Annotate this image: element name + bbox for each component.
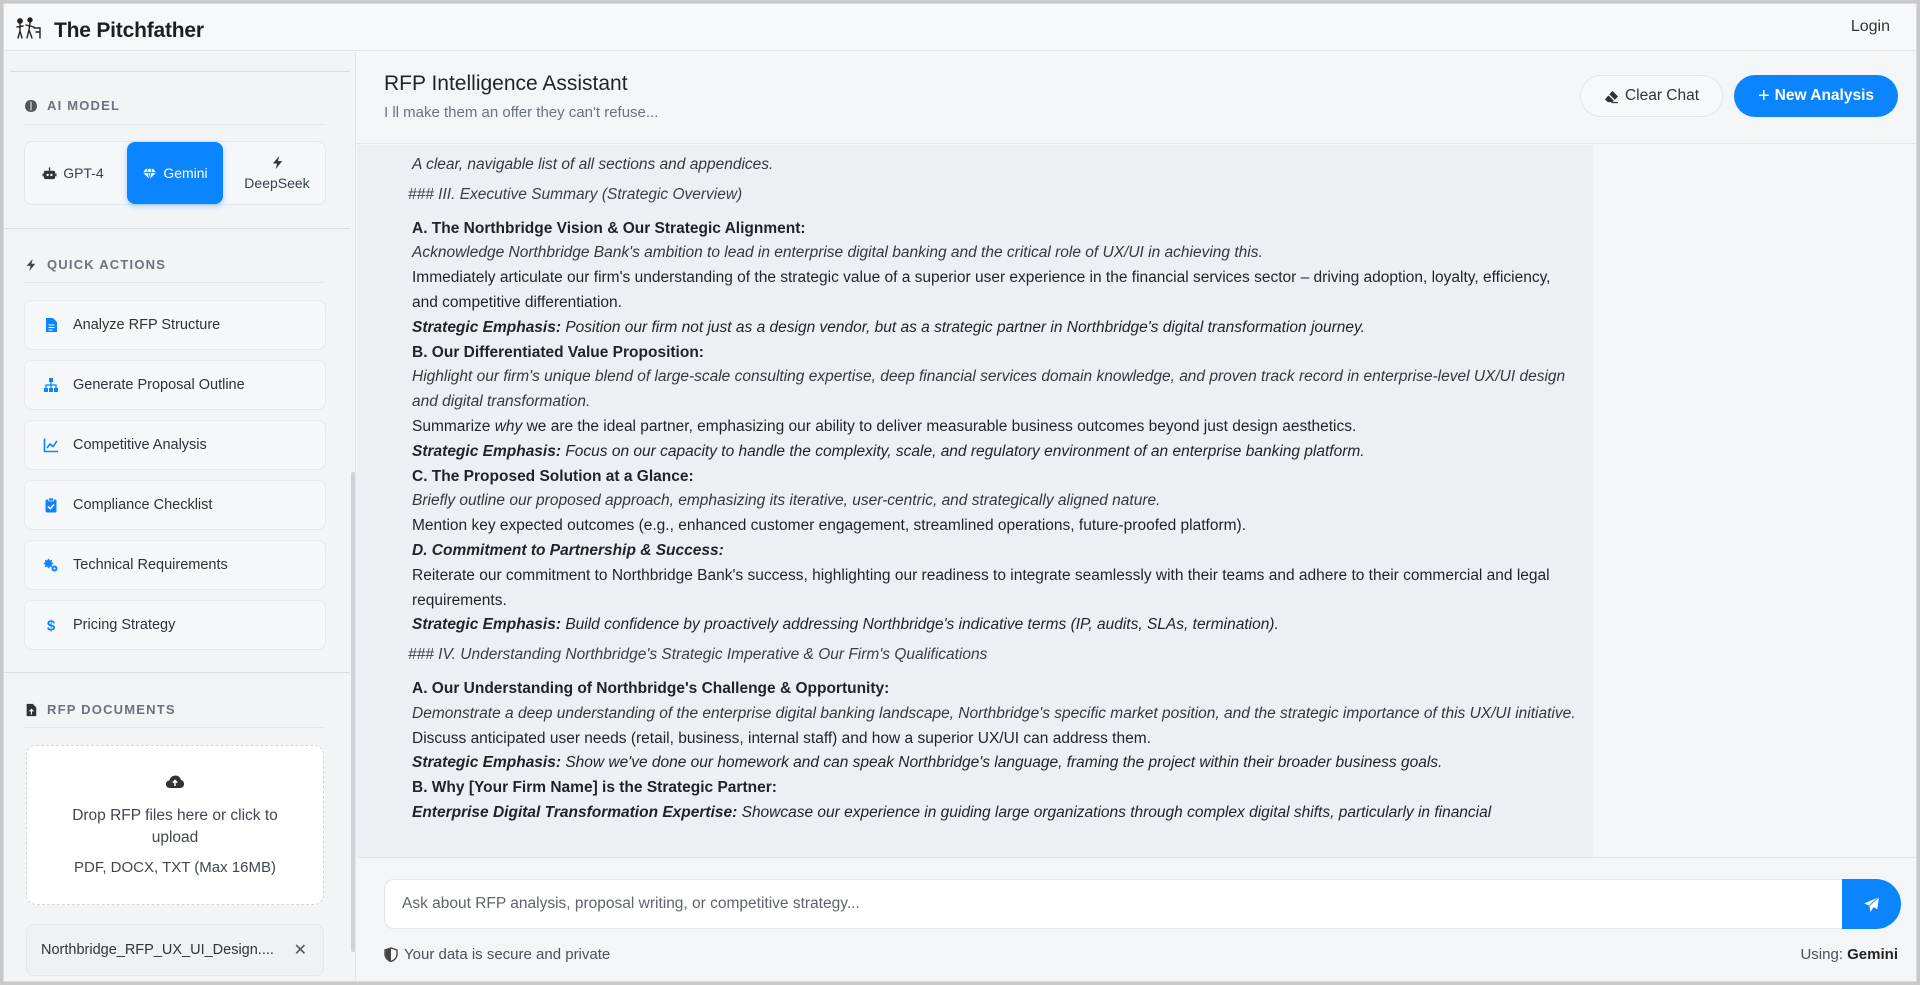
dropzone-file-types: PDF, DOCX, TXT (Max 16MB) xyxy=(74,859,276,876)
message-line: Discuss anticipated user needs (retail, business, internal staff) and how a superior UX/UI can address them. xyxy=(412,729,1151,747)
new-analysis-button[interactable]: + New Analysis xyxy=(1734,75,1898,117)
message-subheading: A. The Northbridge Vision & Our Strategic Alignment: xyxy=(412,219,806,237)
rfp-documents-heading: RFP DOCUMENTS xyxy=(24,702,176,717)
main-panel xyxy=(357,52,1917,982)
cloud-upload-icon xyxy=(165,772,185,792)
musicians-logo-icon xyxy=(14,16,42,45)
quick-action-proposal-outline[interactable]: Generate Proposal Outline xyxy=(24,360,326,410)
quick-action-pricing-strategy[interactable]: $ Pricing Strategy xyxy=(24,600,326,650)
section-line xyxy=(24,727,324,728)
sidebar-divider xyxy=(10,71,350,72)
message-subheading: C. The Proposed Solution at a Glance: xyxy=(412,467,694,485)
sidebar-divider xyxy=(4,672,350,673)
uploaded-file xyxy=(26,924,324,976)
message-line: Mention key expected outcomes (e.g., enhanced customer engagement, streamlined operations, future-proofed platform). xyxy=(412,517,1247,535)
composer xyxy=(357,857,1917,982)
line-chart-icon xyxy=(43,437,59,453)
bolt-icon xyxy=(270,155,285,170)
dropzone-text: Drop RFP files here or click to upload xyxy=(72,807,278,846)
clear-chat-button[interactable]: Clear Chat xyxy=(1580,75,1723,117)
chat-area[interactable] xyxy=(357,145,1917,857)
brain-icon xyxy=(24,99,38,113)
brand[interactable] xyxy=(14,16,204,45)
message-line: A clear, navigable list of all sections and appendices. xyxy=(412,156,774,173)
gem-icon xyxy=(142,166,157,181)
message-line: Summarize why we are the ideal partner, emphasizing our ability to deliver measurable business outcomes beyond just design aesthetics. xyxy=(412,417,1357,435)
message-subheading: B. Our Differentiated Value Proposition: xyxy=(412,343,704,361)
message-line: Reiterate our commitment to Northbridge Bank's success, highlighting our readiness to integrate seamlessly with their teams and adhere to their commercial and legal requirements. xyxy=(412,566,1550,609)
message-line: Highlight our firm's unique blend of large-scale consulting expertise, deep financial services domain knowledge, and proven track record in enterprise-level UX/UI design and digital transformation. xyxy=(412,368,1566,411)
model-gpt4-button[interactable]: GPT-4 xyxy=(25,142,121,204)
page-subtitle: I ll make them an offer they can't refuse... xyxy=(384,104,659,121)
section-line xyxy=(24,124,324,125)
main-header xyxy=(357,52,1917,144)
message-content xyxy=(408,145,1580,826)
message-heading: ### IV. Understanding Northbridge's Strategic Imperative & Our Firm's Qualifications xyxy=(408,646,988,664)
file-icon xyxy=(43,317,59,333)
message-subheading: A. Our Understanding of Northbridge's Challenge & Opportunity: xyxy=(412,679,890,697)
dollar-icon xyxy=(43,617,59,633)
sitemap-icon xyxy=(43,377,59,393)
message-subheading: D. Commitment to Partnership & Success: xyxy=(412,541,724,559)
assistant-message xyxy=(357,145,1593,857)
message-line: Briefly outline our proposed approach, emphasizing its iterative, user-centric, and strategically aligned nature. xyxy=(412,492,1161,510)
send-button[interactable] xyxy=(1842,879,1901,929)
login-link[interactable]: Login xyxy=(1850,18,1890,35)
app-window xyxy=(3,3,1917,982)
message-line: Demonstrate a deep understanding of the enterprise digital banking landscape, Northbridge's specific market position, and the strategic importance of this UX/UI initiative. xyxy=(412,704,1576,722)
shield-icon xyxy=(384,947,398,962)
model-in-use: Using: Gemini xyxy=(1800,946,1898,963)
security-note: Your data is secure and private xyxy=(384,946,610,963)
svg-text:$: $ xyxy=(46,617,56,633)
model-gemini-button[interactable]: Gemini xyxy=(127,142,223,204)
message-line: Enterprise Digital Transformation Expertise: Showcase our experience in guiding large organizations through complex digital shifts, particularly in financial xyxy=(412,803,1492,821)
model-deepseek-button[interactable]: DeepSeek xyxy=(229,142,325,204)
message-heading: ### III. Executive Summary (Strategic Overview) xyxy=(408,185,743,203)
gears-icon xyxy=(43,557,59,573)
model-selector xyxy=(24,141,326,205)
message-line: Strategic Emphasis: Build confidence by proactively addressing Northbridge's indicative terms (IP, audits, SLAs, termination). xyxy=(412,616,1279,634)
file-name: Northbridge_RFP_UX_UI_Design.... xyxy=(41,942,274,958)
message-line: Acknowledge Northbridge Bank's ambition to lead in enterprise digital banking and the critical role of UX/UI in achieving this. xyxy=(412,244,1263,262)
quick-action-competitive-analysis[interactable]: Competitive Analysis xyxy=(24,420,326,470)
bolt-icon xyxy=(24,258,38,272)
quick-action-technical-requirements[interactable]: Technical Requirements xyxy=(24,540,326,590)
message-line: Strategic Emphasis: Focus on our capacity to handle the complexity, scale, and regulatory environment of an enterprise banking platform. xyxy=(412,442,1365,460)
message-line: Immediately articulate our firm's understanding of the strategic value of a superior user experience in the financial services sector – driving adoption, loyalty, efficiency, and competitive differentiation. xyxy=(412,269,1551,311)
quick-actions-heading: QUICK ACTIONS xyxy=(24,257,166,272)
eraser-icon xyxy=(1604,89,1619,104)
message-line: Strategic Emphasis: Position our firm not just as a design vendor, but as a strategic partner in Northbridge's digital transformation journey. xyxy=(412,318,1365,336)
remove-file-icon[interactable]: ✕ xyxy=(293,942,307,959)
brand-name: The Pitchfather xyxy=(54,18,204,42)
chat-input-wrap xyxy=(384,879,1898,929)
quick-action-analyze-rfp[interactable]: Analyze RFP Structure xyxy=(24,300,326,350)
model-in-use-name: Gemini xyxy=(1847,946,1898,963)
chat-input[interactable] xyxy=(384,879,1844,929)
file-dropzone[interactable] xyxy=(26,745,324,905)
ai-model-heading: AI MODEL xyxy=(24,98,120,113)
file-upload-icon xyxy=(24,703,38,717)
clipboard-check-icon xyxy=(43,497,59,513)
message-line: Strategic Emphasis: Show we've done our homework and can speak Northbridge's language, framing the project within their broader business goals. xyxy=(412,754,1443,772)
message-subheading: B. Why [Your Firm Name] is the Strategic Partner: xyxy=(412,779,777,797)
sidebar-divider xyxy=(4,228,350,229)
top-bar xyxy=(4,4,1916,51)
page-title: RFP Intelligence Assistant xyxy=(384,72,628,95)
sidebar-scrollbar[interactable] xyxy=(351,472,355,952)
plus-icon: + xyxy=(1757,84,1770,107)
paper-plane-icon xyxy=(1863,896,1880,913)
quick-action-compliance-checklist[interactable]: Compliance Checklist xyxy=(24,480,326,530)
robot-icon xyxy=(42,166,57,181)
section-line xyxy=(24,282,324,283)
sidebar xyxy=(4,52,356,982)
